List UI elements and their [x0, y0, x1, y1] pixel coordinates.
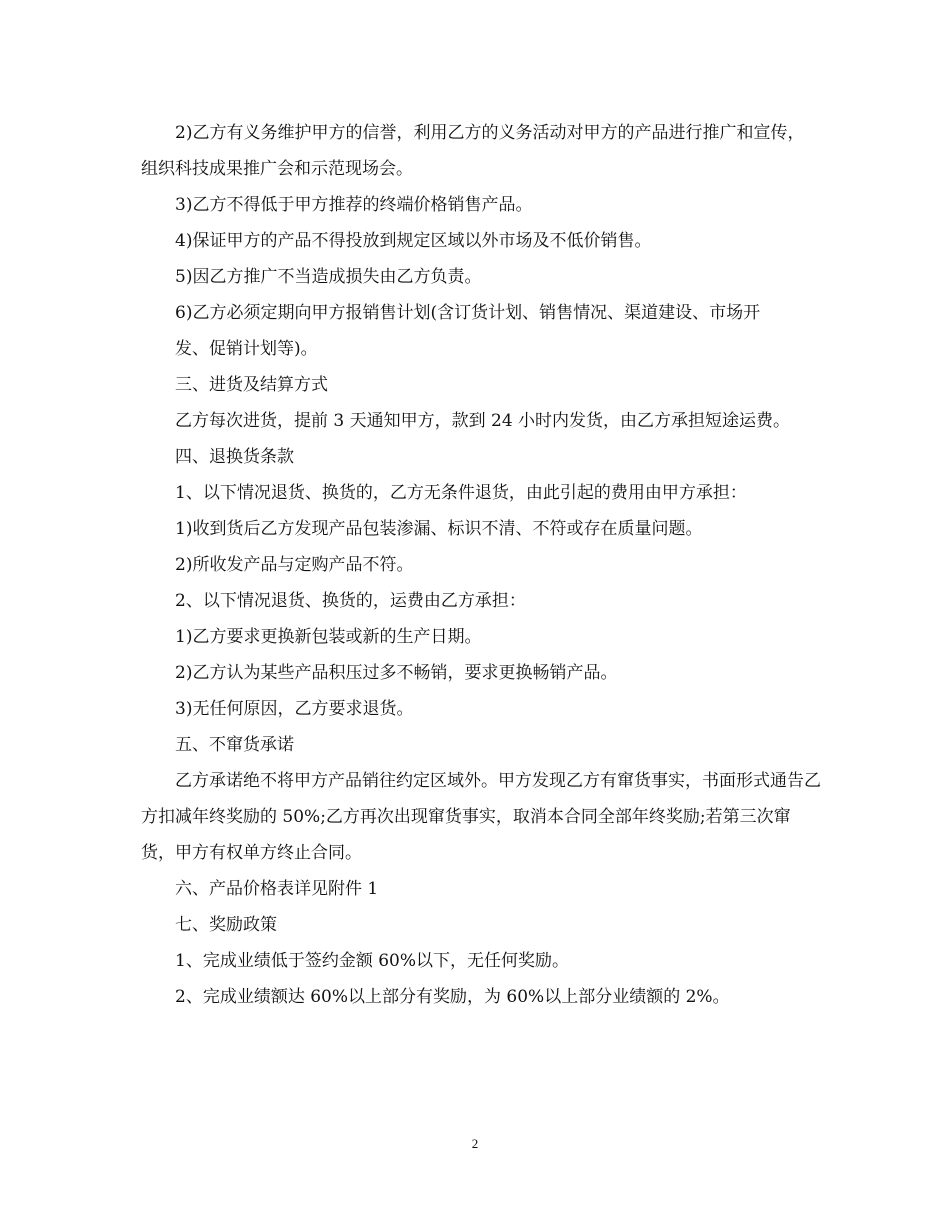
section-heading: 五、不窜货承诺: [175, 735, 294, 755]
section-heading: 七、奖励政策: [175, 915, 277, 935]
paragraph: 3)乙方不得低于甲方推荐的终端价格销售产品。: [175, 195, 533, 215]
paragraph: 5)因乙方推广不当造成损失由乙方负责。: [175, 267, 482, 287]
paragraph: 3)无任何原因，乙方要求退货。: [175, 699, 414, 719]
paragraph: 1)收到货后乙方发现产品包装渗漏、标识不清、不符或存在质量问题。: [175, 519, 703, 539]
section-heading: 六、产品价格表详见附件 1: [175, 879, 379, 899]
page-number: 2: [471, 1136, 479, 1151]
paragraph: 4)保证甲方的产品不得投放到规定区域以外市场及不低价销售。: [175, 231, 652, 251]
section-heading: 三、进货及结算方式: [175, 375, 328, 395]
paragraph: 2)乙方有义务维护甲方的信誉，利用乙方的义务活动对甲方的产品进行推广和宣传，组织科技成果推广会和示范现场会。: [141, 123, 805, 179]
paragraph: 1)乙方要求更换新包装或新的生产日期。: [175, 627, 482, 647]
paragraph: 2、完成业绩额达 60%以上部分有奖励，为 60%以上部分业绩额的 2%。: [175, 987, 730, 1007]
paragraph: 1、以下情况退货、换货的，乙方无条件退货，由此引起的费用由甲方承担：: [175, 483, 747, 503]
paragraph: 发、促销计划等)。: [175, 339, 318, 359]
paragraph: 2)乙方认为某些产品积压过多不畅销，要求更换畅销产品。: [175, 663, 618, 683]
paragraph: 乙方承诺绝不将甲方产品销往约定区域外。甲方发现乙方有窜货事实，书面形式通告乙方扣减年终奖励的 50%;乙方再次出现窜货事实，取消本合同全部年终奖励;若第三次窜货，甲方有权单方终止合同。: [141, 771, 821, 863]
section-heading: 四、退换货条款: [175, 447, 294, 467]
paragraph: 乙方每次进货，提前 3 天通知甲方，款到 24 小时内发货，由乙方承担短途运费。: [175, 411, 791, 431]
paragraph: 6)乙方必须定期向甲方报销售计划(含订货计划、销售情况、渠道建设、市场开: [175, 303, 761, 323]
document-body: [141, 115, 821, 1015]
paragraph: 2)所收发产品与定购产品不符。: [175, 555, 414, 575]
paragraph: 1、完成业绩低于签约金额 60%以下，无任何奖励。: [175, 951, 570, 971]
paragraph: 2、以下情况退货、换货的，运费由乙方承担：: [175, 591, 526, 611]
